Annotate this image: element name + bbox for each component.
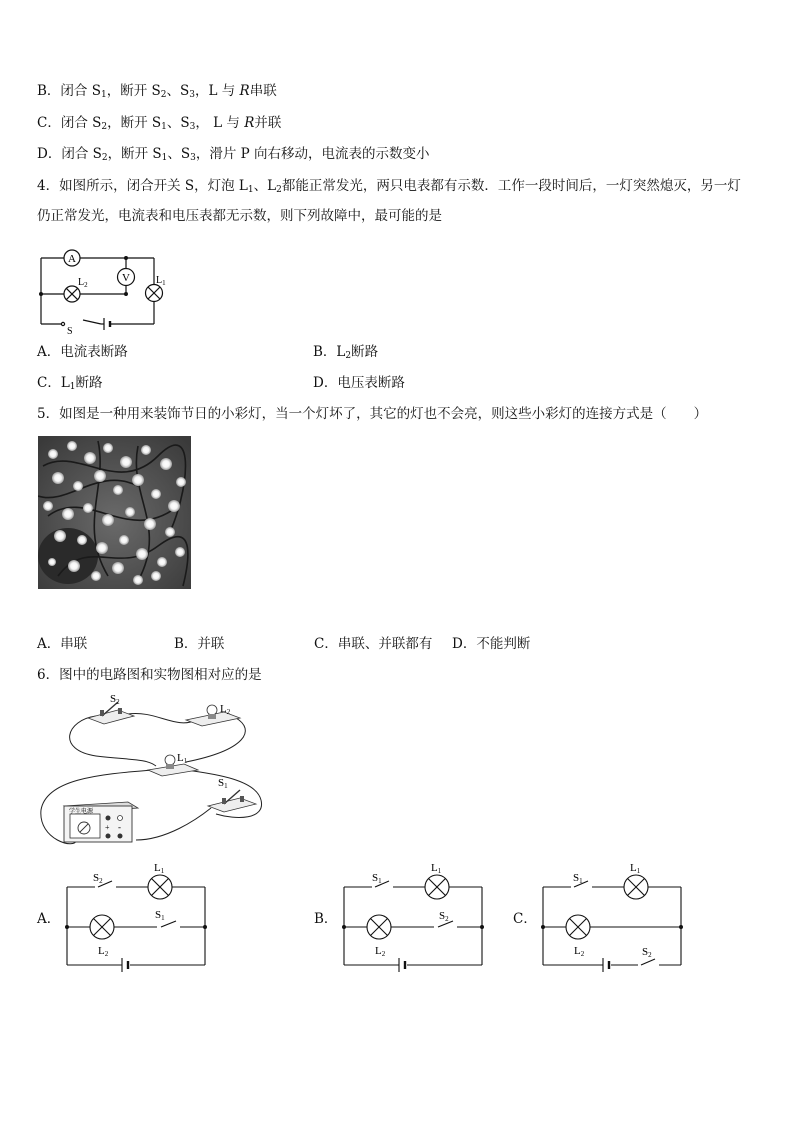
a-l1-label: L1 <box>154 862 165 875</box>
b-s1-label: S1 <box>372 872 382 885</box>
b-s2-label: S2 <box>439 910 449 923</box>
switch-s-label: S <box>67 326 73 334</box>
q6-option-b-circuit <box>339 857 489 972</box>
photo-l1-label: L1 <box>177 752 188 765</box>
q4-option-c: C．$L_1$断路 <box>37 375 103 392</box>
power-supply-label: 学生电源 <box>69 809 94 815</box>
q4-option-a: A．电流表断路 <box>37 344 128 360</box>
photo-s2-label: S2 <box>110 693 120 706</box>
q6-stem: 6．图中的电路图和实物图相对应的是 <box>37 667 262 683</box>
q6-option-a: A． <box>37 911 61 927</box>
power-plus-label: + <box>105 823 110 832</box>
photo-s1-label: S1 <box>218 777 228 790</box>
ammeter-label: A <box>68 253 76 265</box>
q5-stem: 5．如图是一种用来装饰节日的小彩灯，当一个灯坏了，其它的灯也不会亮，则这些小彩灯的连接方式是（ ） <box>37 406 708 422</box>
c-l1-label: L1 <box>630 862 641 875</box>
lamp-l1-label: $L_1$ <box>156 275 166 287</box>
q5-option-c: C．串联、并联都有 <box>314 636 433 652</box>
photo-l2-label: L2 <box>220 703 231 716</box>
c-s1-label: S1 <box>573 872 583 885</box>
q5-option-b: B．并联 <box>174 636 225 652</box>
q3-option-d: D．闭合 $S_2$，断开 $S_1$、$S_3$，滑片 P 向右移动，电流表的示数变小 <box>37 146 430 163</box>
q6-option-c-circuit <box>538 857 688 972</box>
q4-stem-line1: 4．如图所示，闭合开关 S，灯泡 $L_1$、$L_2$都能正常发光，两只电表都有示数．工作一段时间后，一灯突然熄灭，另一灯 <box>37 178 741 195</box>
a-s2-label: S2 <box>93 872 103 885</box>
c-l2-label: L2 <box>574 945 585 958</box>
q6-option-a-circuit <box>62 857 212 972</box>
voltmeter-label: V <box>122 272 130 284</box>
q6-physical-circuit-photo <box>36 690 276 852</box>
a-s1-label: S1 <box>155 909 165 922</box>
q6-option-b: B． <box>314 911 338 927</box>
c-s2-label: S2 <box>642 946 652 959</box>
q6-option-c: C． <box>513 911 537 927</box>
q4-stem-line2: 仍正常发光，电流表和电压表都无示数，则下列故障中，最可能的是 <box>37 208 442 224</box>
q4-circuit-diagram <box>36 244 170 334</box>
power-minus-label: - <box>118 822 121 832</box>
b-l1-label: L1 <box>431 862 442 875</box>
lamp-l2-label: $L_2$ <box>78 277 88 289</box>
string-lights-photo <box>38 436 191 589</box>
q4-option-b: B．$L_2$断路 <box>313 344 379 361</box>
q3-option-c: C．闭合 $S_2$，断开 $S_1$、$S_3$， L 与 R并联 <box>37 115 282 132</box>
q3-option-b: B．闭合 $S_1$，断开 $S_2$、$S_3$，L 与 R串联 <box>37 83 277 100</box>
a-l2-label: L2 <box>98 945 109 958</box>
q4-option-d: D．电压表断路 <box>313 375 405 391</box>
q5-option-d: D．不能判断 <box>452 636 531 652</box>
q5-option-a: A．串联 <box>37 636 88 652</box>
b-l2-label: L2 <box>375 945 386 958</box>
